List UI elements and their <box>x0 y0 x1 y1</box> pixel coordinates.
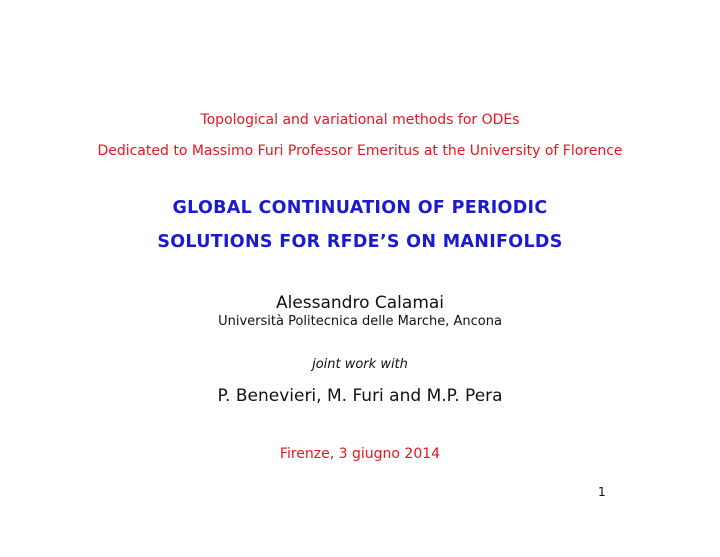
conference-name: Topological and variational methods for ODEs <box>200 112 520 128</box>
place-and-date: Firenze, 3 giugno 2014 <box>279 446 441 462</box>
joint-work-label: joint work with <box>312 357 408 372</box>
dedication: Dedicated to Massimo Furi Professor Emeritus at the University of Florence <box>97 143 623 159</box>
author-name: Alessandro Calamai <box>275 293 445 313</box>
talk-title-line-1: GLOBAL CONTINUATION OF PERIODIC <box>172 198 548 218</box>
page-number: 1 <box>598 485 606 499</box>
talk-title-line-2: SOLUTIONS FOR RFDE’S ON MANIFOLDS <box>157 232 563 252</box>
author-affiliation: Università Politecnica delle Marche, Ancona <box>218 314 502 329</box>
coauthors: P. Benevieri, M. Furi and M.P. Pera <box>217 386 503 406</box>
